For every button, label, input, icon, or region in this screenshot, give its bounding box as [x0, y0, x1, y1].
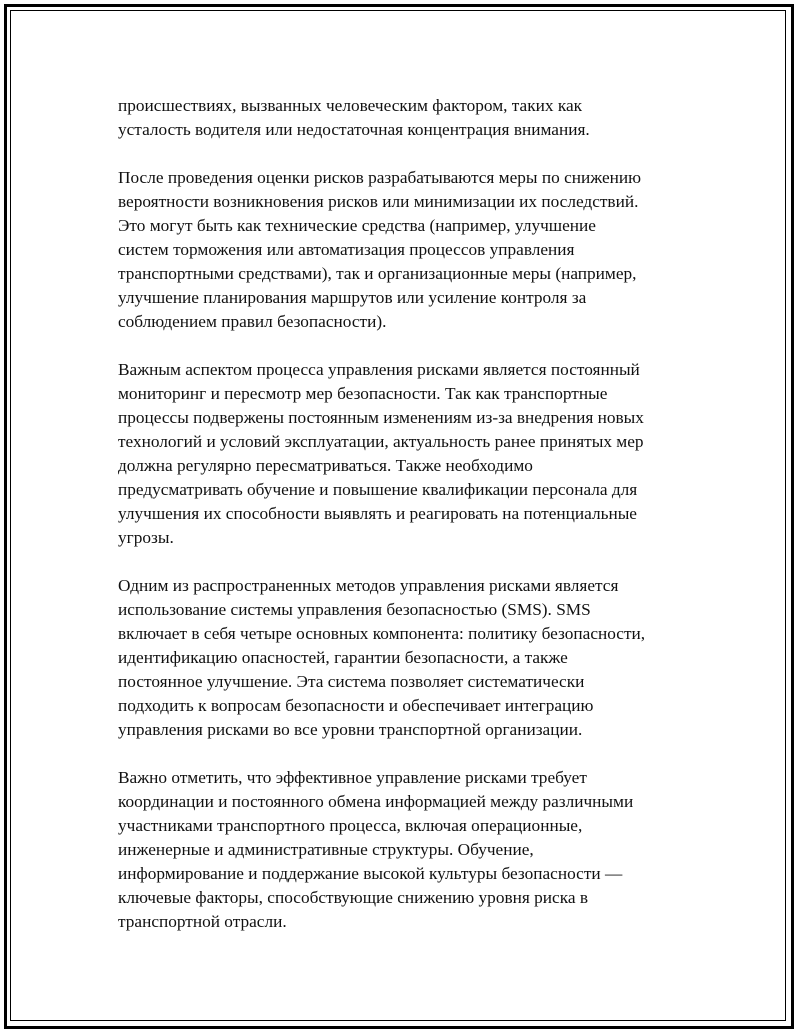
text-line: Важно отметить, что эффективное управление рисками требует [118, 768, 587, 787]
paragraph-4 [118, 574, 698, 742]
text-line: участниками транспортного процесса, включая операционные, [118, 816, 583, 835]
text-line: должна регулярно пересматриваться. Также необходимо [118, 456, 533, 475]
text-line: технологий и условий эксплуатации, актуальность ранее принятых мер [118, 432, 644, 451]
text-line: усталость водителя или недостаточная концентрация внимания. [118, 120, 590, 139]
text-line: транспортной отрасли. [118, 912, 287, 931]
text-line: процессы подвержены постоянным изменениям из-за внедрения новых [118, 408, 644, 427]
text-line: идентификацию опасностей, гарантии безопасности, а также [118, 648, 568, 667]
text-line: координации и постоянного обмена информацией между различными [118, 792, 634, 811]
text-line: Это могут быть как технические средства (например, улучшение [118, 216, 596, 235]
text-line: вероятности возникновения рисков или минимизации их последствий. [118, 192, 639, 211]
text-line: ключевые факторы, способствующие снижению уровня риска в [118, 888, 588, 907]
paragraph-2 [118, 166, 698, 334]
paragraph-5 [118, 766, 698, 934]
text-line: включает в себя четыре основных компонента: политику безопасности, [118, 624, 646, 643]
text-line: транспортными средствами), так и организационные меры (например, [118, 264, 637, 283]
text-line: информирование и поддержание высокой культуры безопасности — [118, 864, 623, 883]
text-line: мониторинг и пересмотр мер безопасности. Так как транспортные [118, 384, 608, 403]
text-line: управления рисками во все уровни транспортной организации. [118, 720, 583, 739]
text-line: предусматривать обучение и повышение квалификации персонала для [118, 480, 638, 499]
paragraph-1 [118, 94, 698, 142]
text-line: улучшения их способности выявлять и реагировать на потенциальные [118, 504, 637, 523]
text-line: Важным аспектом процесса управления рисками является постоянный [118, 360, 640, 379]
text-line: улучшение планирования маршрутов или усиление контроля за [118, 288, 587, 307]
text-line: происшествиях, вызванных человеческим фактором, таких как [118, 96, 583, 115]
text-line: После проведения оценки рисков разрабатываются меры по снижению [118, 168, 642, 187]
text-line: инженерные и административные структуры. Обучение, [118, 840, 534, 859]
document-body [118, 94, 698, 958]
text-line: систем торможения или автоматизация процессов управления [118, 240, 575, 259]
paragraph-3 [118, 358, 698, 550]
text-line: Одним из распространенных методов управления рисками является [118, 576, 619, 595]
text-line: постоянное улучшение. Эта система позволяет систематически [118, 672, 585, 691]
text-line: использование системы управления безопасностью (SMS). SMS [118, 600, 591, 619]
text-line: угрозы. [118, 528, 174, 547]
text-line: подходить к вопросам безопасности и обеспечивает интеграцию [118, 696, 594, 715]
text-line: соблюдением правил безопасности). [118, 312, 387, 331]
